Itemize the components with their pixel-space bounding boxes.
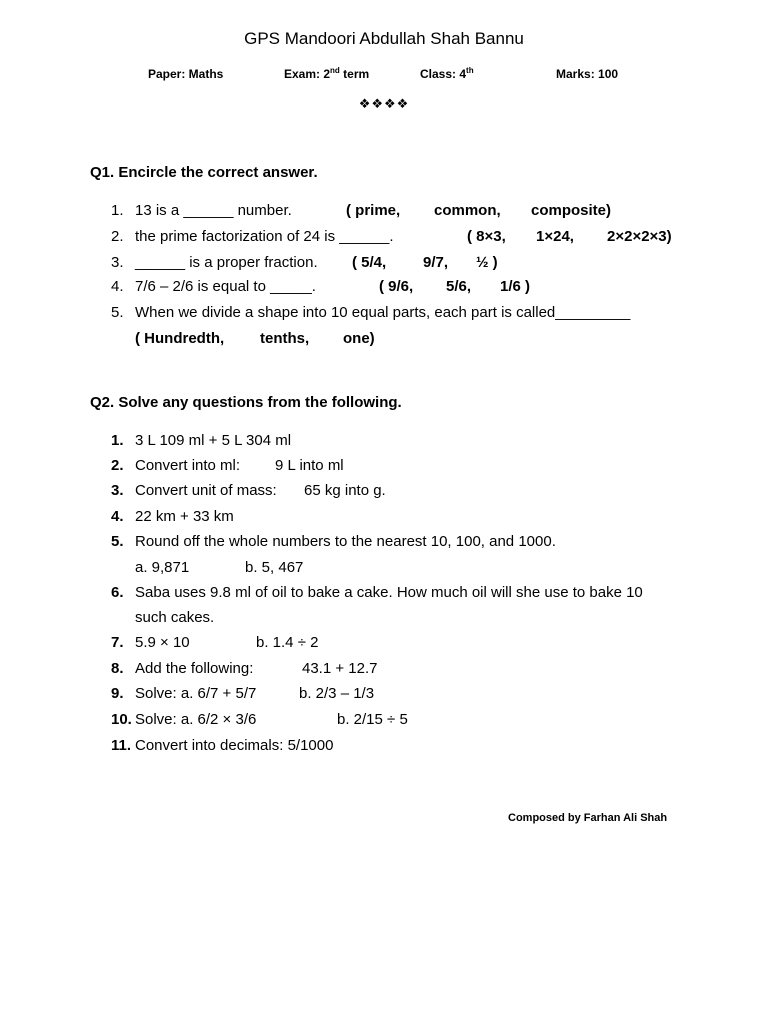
q1-item-1-option-a: ( prime, xyxy=(346,202,401,219)
q1-item-3: 3. ______ is a proper fraction. xyxy=(111,254,318,271)
ornament-divider: ❖❖❖❖ xyxy=(358,96,410,111)
q2-item-8-part: 43.1 + 12.7 xyxy=(302,660,378,677)
q2-heading: Q2. Solve any questions from the following. xyxy=(90,394,402,411)
marks-label: Marks: 100 xyxy=(556,67,619,81)
q1-heading: Q1. Encircle the correct answer. xyxy=(90,164,318,181)
composer-credit: Composed by Farhan Ali Shah xyxy=(508,812,668,824)
q2-item-6: 6. Saba uses 9.8 ml of oil to bake a cake. How much oil will she use to bake 10 xyxy=(111,584,643,601)
q2-item-11: 11. Convert into decimals: 5/1000 xyxy=(111,737,334,754)
q2-item-5-sub-b: b. 5, 467 xyxy=(245,559,304,576)
q1-item-5-option-c: one) xyxy=(343,330,375,347)
q2-item-1: 1. 3 L 109 ml + 5 L 304 ml xyxy=(111,432,292,449)
q2-item-5-sub-a: a. 9,871 xyxy=(135,559,190,576)
q1-item-1: 1. 13 is a ______ number. xyxy=(111,202,292,219)
q1-item-3-option-b: 9/7, xyxy=(423,254,449,271)
q2-item-3-part: 65 kg into g. xyxy=(304,482,386,499)
q1-item-1-option-c: composite) xyxy=(531,202,612,219)
q2-item-8: 8. Add the following: xyxy=(111,660,254,677)
q1-item-5-option-b: tenths, xyxy=(260,330,310,347)
q2-item-2-part: 9 L into ml xyxy=(275,457,344,474)
q1-item-3-option-a: ( 5/4, xyxy=(352,254,387,271)
q2-item-6-continued: such cakes. xyxy=(135,609,215,626)
q2-item-10: 10. Solve: a. 6/2 × 3/6 xyxy=(111,711,257,728)
q1-item-4-option-b: 5/6, xyxy=(446,278,472,295)
q1-item-2-option-b: 1×24, xyxy=(536,228,574,245)
paper-label: Paper: Maths xyxy=(148,67,224,81)
q1-item-2-option-a: ( 8×3, xyxy=(467,228,506,245)
q2-item-7: 7. 5.9 × 10 xyxy=(111,634,190,651)
q1-item-3-option-c: ½ ) xyxy=(476,254,498,271)
q1-item-5: 5. When we divide a shape into 10 equal parts, each part is called_________ xyxy=(111,304,631,321)
q2-item-4: 4. 22 km + 33 km xyxy=(111,508,234,525)
q1-item-2: 2. the prime factorization of 24 is ______. xyxy=(111,228,394,245)
q2-item-3: 3. Convert unit of mass: xyxy=(111,482,277,499)
q1-item-1-option-b: common, xyxy=(434,202,501,219)
q2-item-9-part: b. 2/3 – 1/3 xyxy=(299,685,375,702)
q2-item-5: 5. Round off the whole numbers to the nearest 10, 100, and 1000. xyxy=(111,533,556,550)
school-title: GPS Mandoori Abdullah Shah Bannu xyxy=(244,29,524,48)
exam-label: Exam: 2nd term xyxy=(284,66,370,81)
q2-item-9: 9. Solve: a. 6/7 + 5/7 xyxy=(111,685,257,702)
q1-item-4: 4. 7/6 – 2/6 is equal to _____. xyxy=(111,278,316,295)
class-label: Class: 4th xyxy=(420,66,474,81)
q1-item-4-option-c: 1/6 ) xyxy=(500,278,531,295)
q2-item-2: 2. Convert into ml: xyxy=(111,457,241,474)
q1-item-4-option-a: ( 9/6, xyxy=(379,278,414,295)
q1-item-2-option-c: 2×2×2×3) xyxy=(607,228,672,245)
q2-item-7-part: b. 1.4 ÷ 2 xyxy=(256,634,319,651)
q1-item-5-option-a: ( Hundredth, xyxy=(135,330,225,347)
q2-item-10-part: b. 2/15 ÷ 5 xyxy=(337,711,408,728)
